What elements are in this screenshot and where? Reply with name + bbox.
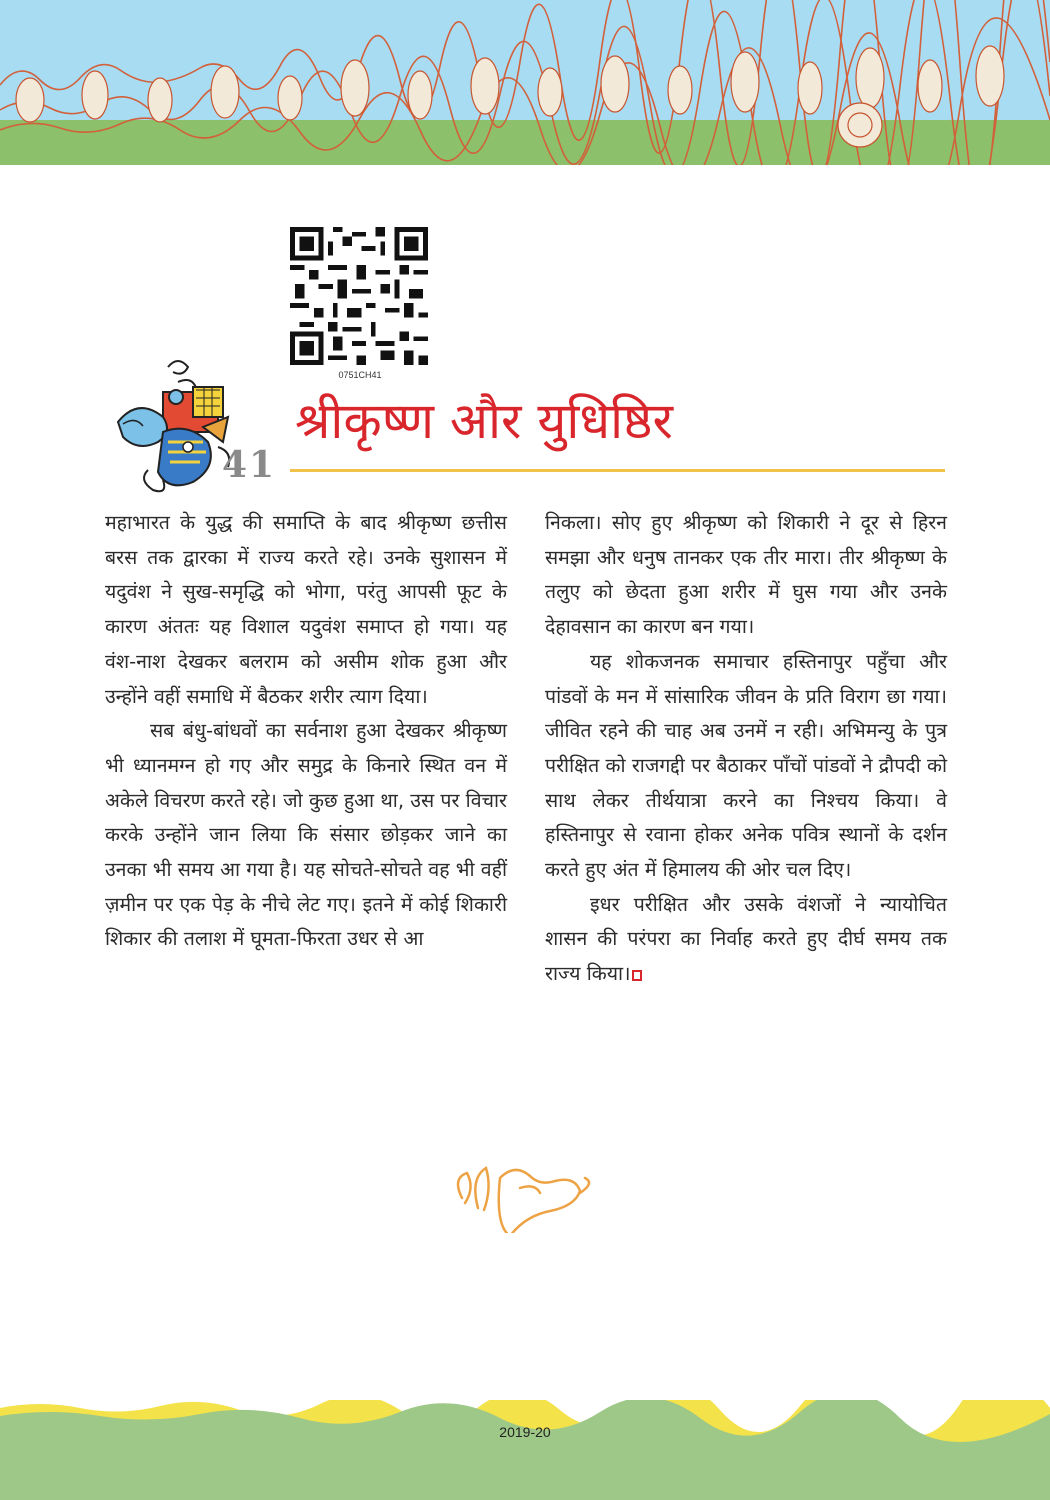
paragraph-text: इधर परीक्षित और उसके वंशजों ने न्यायोचित शासन की परंपरा का निर्वाह करते हुए दीर्घ समय तक राज्य किया।	[545, 892, 947, 986]
qr-code-label: 0751CH41	[338, 370, 382, 380]
footer-band	[0, 1400, 1050, 1500]
paragraph: सब बंधु-बांधवों का सर्वनाश हुआ देखकर श्रीकृष्ण भी ध्यानमग्न हो गए और समुद्र के किनारे स्थित वन में अकेले विचरण करते रहे। जो कुछ हुआ था, उस पर विचार करके उन्होंने जान लिया कि संसार छोड़कर जाने का उनका भी समय आ गया है। यह सोचते-सोचते वह भी वहीं ज़मीन पर एक पेड़ के नीचे लेट गए। इतने में कोई शिकारी शिकार की तलाश में घूमता-फिरता उधर से आ	[105, 719, 507, 951]
chapter-title: श्रीकृष्ण और युधिष्ठिर	[295, 392, 673, 450]
right-column	[545, 506, 947, 992]
paragraph: निकला। सोए हुए श्रीकृष्ण को शिकारी ने दूर से हिरन समझा और धनुष तानकर एक तीर मारा। तीर श्रीकृष्ण के तलुए को छेदता हुआ शरीर में घुस गया और उनके देहावसान का कारण बन गया।	[545, 511, 947, 639]
chapter-number: 41	[222, 444, 277, 486]
qr-code-icon[interactable]	[290, 227, 428, 365]
end-of-chapter-mark-icon	[632, 970, 642, 981]
left-column	[105, 506, 507, 957]
page-footer-year: 2019-20	[499, 1424, 551, 1440]
paragraph: महाभारत के युद्ध की समाप्ति के बाद श्रीकृष्ण छत्तीस बरस तक द्वारका में राज्य करते रहे। उनके सुशासन में यदुवंश ने सुख-समृद्धि को भोगा, परंतु आपसी फूट के कारण अंततः यह विशाल यदुवंश समाप्त हो गया। यह वंश-नाश देखकर बलराम को असीम शोक हुआ और उन्होंने वहीं समाधि में बैठकर शरीर त्याग दिया।	[105, 511, 507, 708]
title-underline	[290, 469, 945, 472]
paragraph: यह शोकजनक समाचार हस्तिनापुर पहुँचा और पांडवों के मन में सांसारिक जीवन के प्रति विराग छा गया। जीवित रहने की चाह अब उनमें न रही। अभिमन्यु के पुत्र परीक्षित को राजगद्दी पर बैठाकर पाँचों पांडवों ने द्रौपदी को साथ लेकर तीर्थयात्रा करने का निश्चय किया। वे हस्तिनापुर से रवाना होकर अनेक पवित्र स्थानों के दर्शन करते हुए अंत में हिमालय की ओर चल दिए।	[545, 649, 947, 882]
paragraph-final	[545, 888, 947, 992]
decorative-ornament-icon	[450, 1158, 610, 1233]
header-banner	[0, 0, 1050, 165]
